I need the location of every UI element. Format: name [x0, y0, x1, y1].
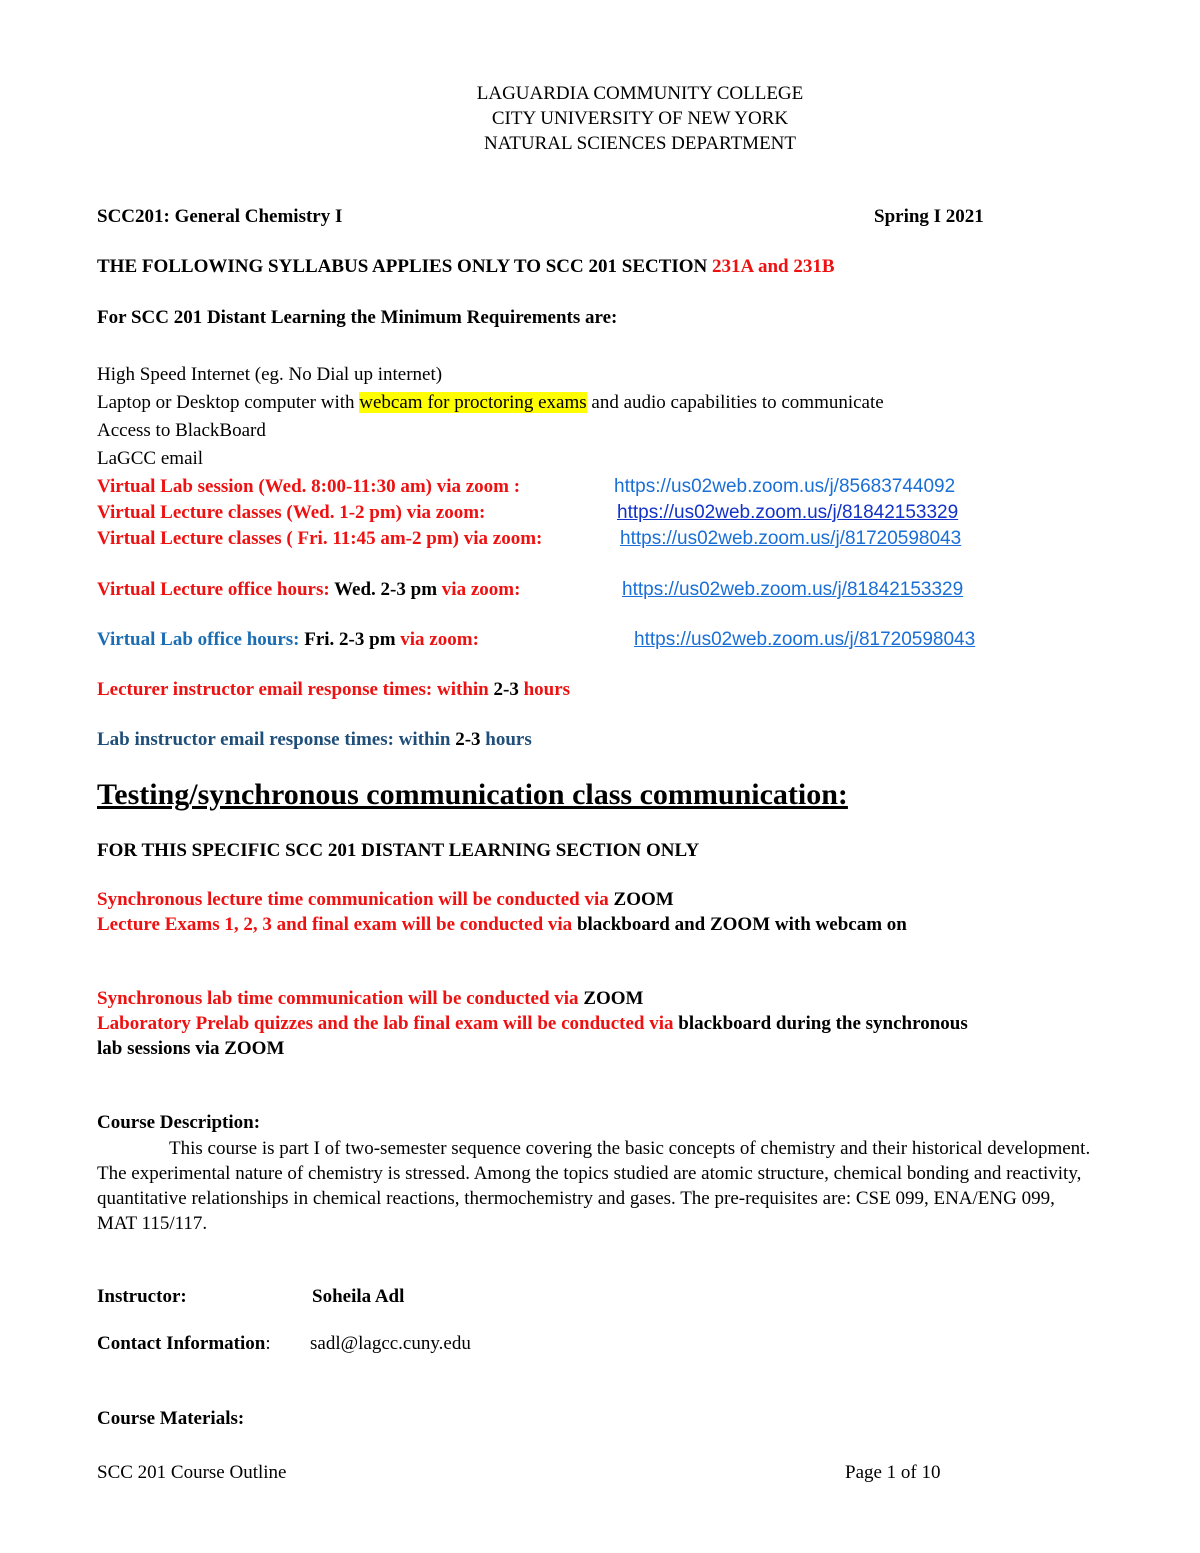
requirements-heading: For SCC 201 Distant Learning the Minimum Requirements are:: [97, 307, 618, 328]
lecture-wed-label: Virtual Lecture classes (Wed. 1-2 pm) via zoom:: [97, 502, 486, 523]
webcam-highlight: webcam for proctoring exams: [359, 392, 587, 413]
lecturer-response-label: Lecturer instructor email response times: within: [97, 679, 494, 700]
testing-subheading: FOR THIS SPECIFIC SCC 201 DISTANT LEARNING SECTION ONLY: [97, 840, 700, 861]
college-name: LAGUARDIA COMMUNITY COLLEGE: [476, 83, 804, 104]
lab-response-label: Lab instructor email response times: within: [97, 729, 456, 750]
lab-sync-black: ZOOM: [583, 988, 644, 1009]
lecturer-response-time: [97, 679, 570, 701]
lab-sync-red: Synchronous lab time communication will be conducted via: [97, 988, 584, 1009]
lab-session-label: Virtual Lab session (Wed. 8:00-11:30 am) via zoom :: [97, 476, 521, 497]
lab-office-hours-via: via zoom:: [400, 629, 479, 650]
requirement-blackboard: Access to BlackBoard: [97, 420, 266, 441]
lecture-exams-red: Lecture Exams 1, 2, 3 and final exam will be conducted via: [97, 914, 577, 935]
university-name: CITY UNIVERSITY OF NEW YORK: [491, 108, 789, 129]
contact-info: [97, 1333, 271, 1355]
contact-label: Contact Information: [97, 1333, 266, 1354]
lecture-exams-line: [97, 914, 907, 936]
lab-quiz-line-2: lab sessions via ZOOM: [97, 1038, 285, 1059]
testing-heading: Testing/synchronous communication class communication:: [97, 778, 848, 811]
applies-prefix: THE FOLLOWING SYLLABUS APPLIES ONLY TO SCC 201 SECTION: [97, 256, 713, 277]
instructor-name: Soheila Adl: [312, 1286, 405, 1307]
applies-statement: [97, 256, 835, 278]
lecture-office-hours-time: Wed. 2-3 pm: [329, 579, 442, 600]
lab-quiz-black-1: blackboard during the synchronous: [678, 1013, 968, 1034]
lab-office-hours-time: Fri. 2-3 pm: [299, 629, 401, 650]
lecture-office-hours: [97, 579, 520, 601]
requirement-email: LaGCC email: [97, 448, 204, 469]
lab-office-hours-link[interactable]: https://us02web.zoom.us/j/81720598043: [634, 629, 976, 650]
lab-office-hours-label: Virtual Lab office hours:: [97, 629, 300, 650]
requirement-computer-post: and audio capabilities to communicate: [586, 392, 884, 413]
lecture-fri-label: Virtual Lecture classes ( Fri. 11:45 am-2 pm) via zoom:: [97, 528, 543, 549]
lecture-sync-black: ZOOM: [613, 889, 674, 910]
lecturer-response-value: 2-3: [493, 679, 519, 700]
lecture-office-hours-via: via zoom:: [441, 579, 521, 600]
applies-sections: 231A and 231B: [712, 256, 835, 277]
instructor-email[interactable]: sadl@lagcc.cuny.edu: [310, 1333, 471, 1354]
requirement-computer-pre: Laptop or Desktop computer with: [97, 392, 360, 413]
lecture-exams-black: blackboard and ZOOM with webcam on: [576, 914, 907, 935]
lab-session-link[interactable]: https://us02web.zoom.us/j/85683744092: [614, 476, 956, 497]
lab-office-hours: [97, 629, 479, 651]
requirement-internet: High Speed Internet (eg. No Dial up internet): [97, 364, 443, 385]
page-number: Page 1 of 10: [845, 1462, 941, 1483]
course-description-body: This course is part I of two-semester sequence covering the basic concepts of chemistry and their historical development. The experimental nature of chemistry is stressed. Among the topics studied are atomic structure, chemical bonding and reactivity, quantitative relationships in chemical reactions, thermochemistry and gases. The pre-requisites are: CSE 099, ENA/ENG 099, MAT 115/117.: [97, 1138, 1091, 1234]
requirement-computer: [97, 392, 884, 414]
lecturer-response-unit: hours: [518, 679, 571, 700]
department-name: NATURAL SCIENCES DEPARTMENT: [483, 133, 797, 154]
course-term: Spring I 2021: [874, 206, 984, 227]
course-title: SCC201: General Chemistry I: [97, 206, 343, 227]
lecture-fri-link[interactable]: https://us02web.zoom.us/j/81720598043: [620, 528, 962, 549]
lab-quiz-red: Laboratory Prelab quizzes and the lab final exam will be conducted via: [97, 1013, 679, 1034]
lecture-wed-link[interactable]: https://us02web.zoom.us/j/81842153329: [617, 502, 959, 523]
lecture-office-hours-link[interactable]: https://us02web.zoom.us/j/81842153329: [622, 579, 964, 600]
lecture-sync-line: [97, 889, 674, 911]
lab-response-value: 2-3: [455, 729, 481, 750]
course-description-heading: Course Description:: [97, 1112, 261, 1133]
lab-response-time: [97, 729, 532, 751]
instructor-label: Instructor:: [97, 1286, 187, 1307]
course-materials-heading: Course Materials:: [97, 1408, 245, 1429]
lab-quiz-line: [97, 1013, 968, 1035]
lecture-sync-red: Synchronous lecture time communication will be conducted via: [97, 889, 614, 910]
lab-response-unit: hours: [480, 729, 532, 750]
contact-colon: :: [265, 1333, 271, 1354]
lab-sync-line: [97, 988, 643, 1010]
footer-title: SCC 201 Course Outline: [97, 1462, 287, 1483]
lecture-office-hours-label: Virtual Lecture office hours:: [97, 579, 330, 600]
